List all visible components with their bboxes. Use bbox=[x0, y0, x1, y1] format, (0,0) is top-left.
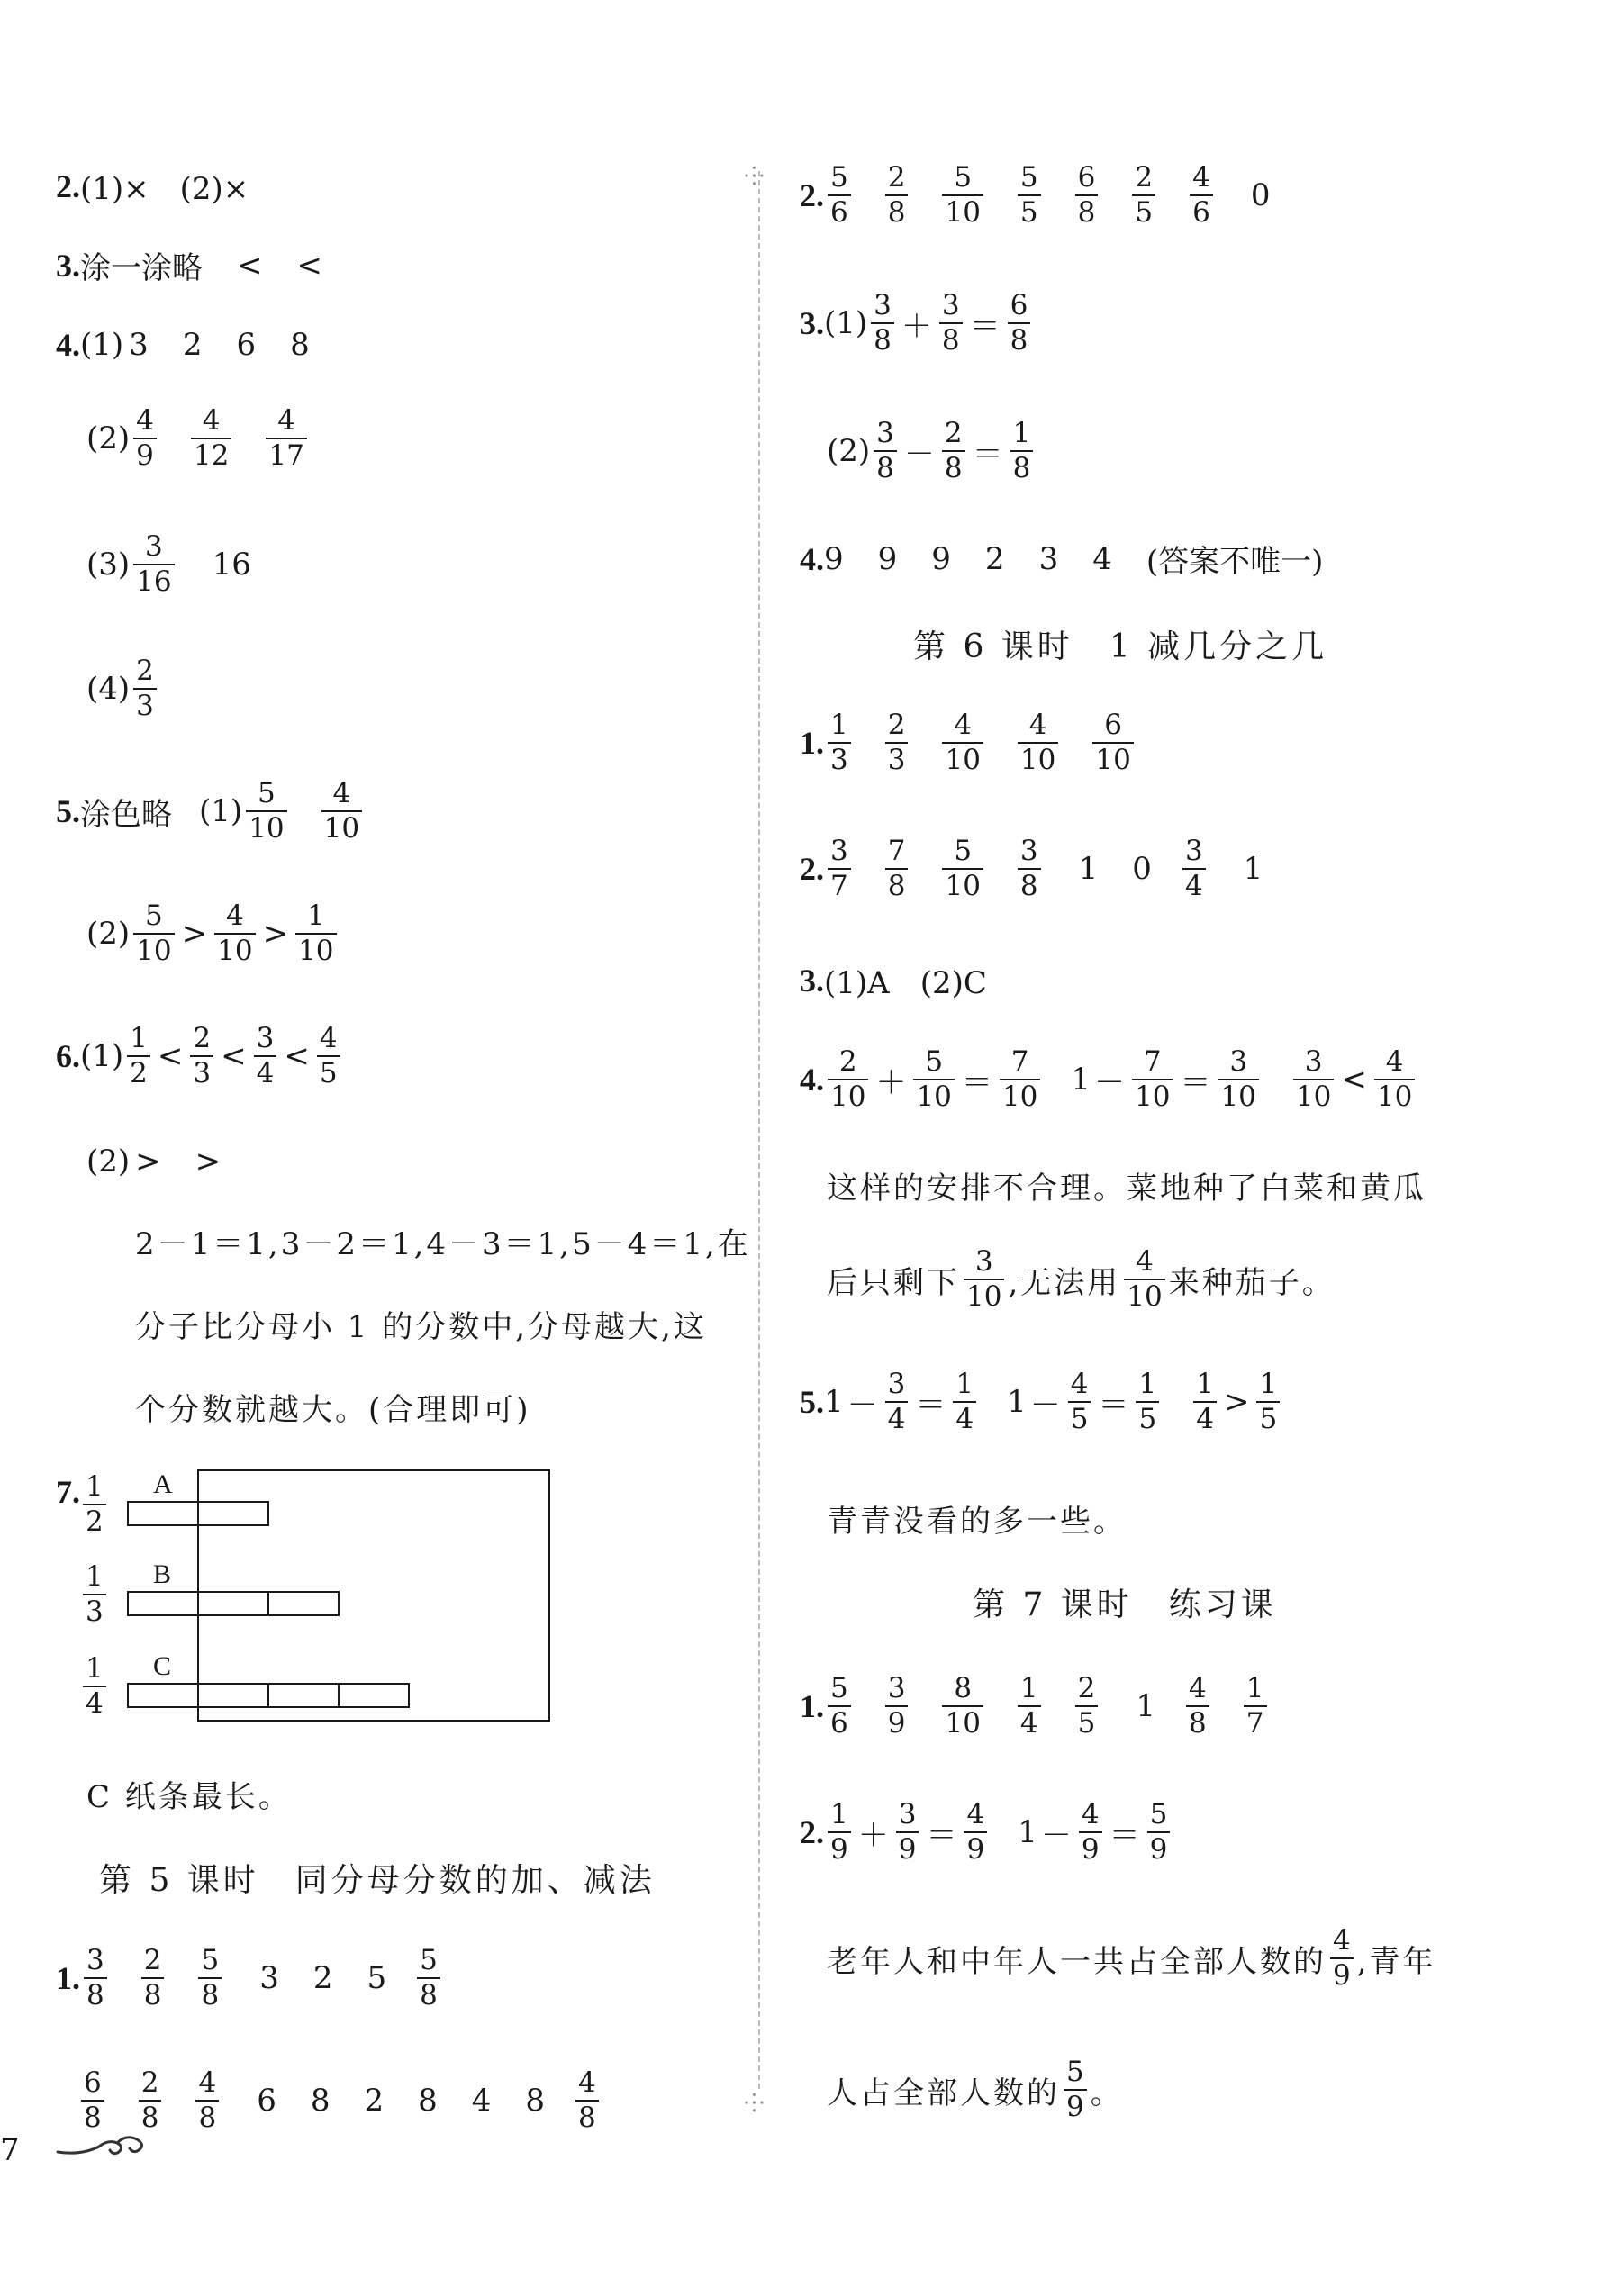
left-q3: 3. 涂一涂略 < < bbox=[56, 247, 322, 286]
fraction: $\frac{1}{2}$ bbox=[127, 1025, 150, 1088]
fraction: $\frac{3}{8}$ bbox=[939, 292, 963, 355]
fraction: $\frac{4}{10}$ bbox=[1124, 1248, 1164, 1311]
right-l7q2-equations: 2. $\frac{1}{9}$ ＋ $\frac{3}{9}$ ＝ $\frac{4}{9}$ 1 － $\frac{4}{9}$ ＝ $\frac{5}{9}$ bbox=[800, 1801, 1173, 1864]
right-l7q2-line1: 老年人和中年人一共占全部人数的 $\frac{4}{9}$ ,青年 bbox=[827, 1924, 1436, 1992]
fraction: $\frac{3}{4}$ bbox=[1182, 837, 1206, 900]
fraction: $\frac{4}{9}$ bbox=[964, 1801, 987, 1864]
left-q4-p4: (4) $\frac{2}{3}$ bbox=[86, 657, 160, 720]
fraction: $\frac{1}{10}$ bbox=[295, 902, 336, 965]
fraction: $\frac{3}{10}$ bbox=[1293, 1048, 1334, 1111]
fraction: $\frac{7}{8}$ bbox=[885, 837, 909, 900]
right-l6q4-equations: 4. $\frac{2}{10}$ ＋ $\frac{5}{10}$ ＝ $\frac{7}{10}$ 1 － $\frac{7}{10}$ ＝ $\frac{3}{10}$ $\frac{3}{10}$ < $\frac{4}{10}$ bbox=[800, 1048, 1418, 1111]
left-q4-p2: (2) $\frac{4}{9}$ $\frac{4}{12}$ $\frac{4}{17}$ bbox=[86, 407, 311, 470]
fraction: $\frac{4}{9}$ bbox=[1330, 1927, 1354, 1990]
left-l5q1-row2: $\frac{6}{8}$ $\frac{2}{8}$ $\frac{4}{8}$ 6 8 2 8 4 8 $\frac{4}{8}$ bbox=[77, 2069, 602, 2132]
fraction: $\frac{4}{6}$ bbox=[1190, 164, 1213, 227]
fraction: $\frac{5}{9}$ bbox=[1147, 1801, 1171, 1864]
fraction: $\frac{5}{10}$ bbox=[246, 780, 286, 843]
lesson-5-title: 第 5 课时 同分母分数的加、减法 bbox=[99, 1862, 656, 1899]
fraction: $\frac{2}{3}$ bbox=[190, 1025, 213, 1088]
fraction: $\frac{5}{5}$ bbox=[1018, 164, 1041, 227]
left-q6-explain-2: 分子比分母小 1 的分数中,分母越大,这 bbox=[135, 1309, 707, 1345]
left-q7-frac-1 bbox=[79, 1470, 110, 1538]
fraction: $\frac{4}{8}$ bbox=[575, 2069, 599, 2132]
fraction: $\frac{4}{5}$ bbox=[317, 1025, 340, 1088]
fraction: $\frac{4}{17}$ bbox=[266, 407, 306, 470]
fraction: $\frac{1}{4}$ bbox=[953, 1370, 976, 1433]
left-l5q1-row1: 1. $\frac{3}{8}$ $\frac{2}{8}$ $\frac{5}{8}$ 3 2 5 $\frac{5}{8}$ bbox=[56, 1947, 444, 2010]
right-l6q2: 2. $\frac{3}{7}$ $\frac{7}{8}$ $\frac{5}{10}$ $\frac{3}{8}$ 1 0 $\frac{3}{4}$ 1 bbox=[800, 835, 1263, 902]
fraction: $\frac{5}{10}$ bbox=[133, 902, 174, 965]
fraction: $\frac{1}{2}$ bbox=[83, 1473, 106, 1536]
left-q6-explain-1: 2－1＝1,3－2＝1,4－3＝1,5－4＝1,在 bbox=[135, 1226, 751, 1262]
fraction: $\frac{1}{5}$ bbox=[1256, 1370, 1280, 1433]
fraction: $\frac{5}{8}$ bbox=[417, 1947, 440, 2010]
strip-b bbox=[128, 1592, 339, 1615]
fraction: $\frac{7}{10}$ bbox=[1132, 1048, 1173, 1111]
fraction: $\frac{3}{7}$ bbox=[828, 837, 851, 900]
fraction: $\frac{5}{10}$ bbox=[942, 164, 983, 227]
fraction: $\frac{4}{9}$ bbox=[1079, 1801, 1102, 1864]
fraction: $\frac{3}{16}$ bbox=[133, 533, 174, 596]
fraction: $\frac{4}{9}$ bbox=[133, 407, 157, 470]
fraction: $\frac{5}{6}$ bbox=[828, 1675, 851, 1738]
fraction: $\frac{3}{10}$ bbox=[964, 1248, 1004, 1311]
fraction: $\frac{5}{6}$ bbox=[828, 164, 851, 227]
fraction: $\frac{5}{8}$ bbox=[198, 1947, 222, 2010]
fraction: $\frac{3}{8}$ bbox=[874, 420, 897, 483]
left-q6-explain-3: 个分数就越大。(合理即可) bbox=[135, 1392, 531, 1428]
fraction: $\frac{2}{8}$ bbox=[141, 1947, 165, 2010]
left-q6-p2: (2) > > bbox=[86, 1143, 222, 1180]
left-q4-p3: (3) $\frac{3}{16}$ 16 bbox=[86, 530, 251, 598]
left-q7-conclusion: C 纸条最长。 bbox=[86, 1779, 292, 1815]
fraction: $\frac{2}{3}$ bbox=[133, 657, 157, 720]
fraction: $\frac{2}{8}$ bbox=[139, 2069, 162, 2132]
fraction: $\frac{1}{8}$ bbox=[1010, 420, 1034, 483]
fraction: $\frac{4}{10}$ bbox=[1018, 711, 1058, 774]
right-l6q4-line1: 这样的安排不合理。菜地种了白菜和黄瓜 bbox=[827, 1171, 1426, 1207]
fraction: $\frac{4}{8}$ bbox=[1186, 1675, 1209, 1738]
divider-knot-top-icon: ⸭ bbox=[744, 161, 765, 191]
right-l6q5-equations: 5. 1 － $\frac{3}{4}$ ＝ $\frac{1}{4}$ 1 － $\frac{4}{5}$ ＝ $\frac{1}{5}$ $\frac{1}{4}$ > $\frac{1}{5}$ bbox=[800, 1370, 1283, 1433]
fraction: $\frac{2}{10}$ bbox=[828, 1048, 868, 1111]
paper-strip-diagram bbox=[117, 1459, 567, 1729]
fraction: $\frac{4}{10}$ bbox=[214, 902, 255, 965]
strip-c-label: C bbox=[153, 1651, 172, 1681]
fraction: $\frac{1}{9}$ bbox=[828, 1801, 851, 1864]
fraction: $\frac{3}{4}$ bbox=[254, 1025, 277, 1088]
left-q6-p1: 6. (1) $\frac{1}{2}$ < $\frac{2}{3}$ < $\frac{3}{4}$ < $\frac{4}{5}$ bbox=[56, 1025, 344, 1088]
fraction: $\frac{4}{8}$ bbox=[195, 2069, 219, 2132]
fraction: $\frac{1}{4}$ bbox=[1193, 1370, 1217, 1433]
fraction: $\frac{3}{8}$ bbox=[1018, 837, 1041, 900]
lesson-7-title: 第 7 课时 练习课 bbox=[973, 1586, 1277, 1623]
fraction: $\frac{3}{8}$ bbox=[84, 1947, 107, 2010]
right-l6q3: 3. (1)A (2)C bbox=[800, 962, 987, 1001]
fraction: $\frac{3}{8}$ bbox=[871, 292, 894, 355]
fraction: $\frac{6}{8}$ bbox=[81, 2069, 104, 2132]
right-l6q4-line2: 后只剩下 $\frac{3}{10}$ ,无法用 $\frac{4}{10}$ 来种茄子。 bbox=[827, 1245, 1336, 1313]
right-q3-p1: 3. (1) $\frac{3}{8}$ ＋ $\frac{3}{8}$ ＝ $\frac{6}{8}$ bbox=[800, 292, 1034, 355]
fraction: $\frac{4}{12}$ bbox=[191, 407, 231, 470]
left-q4-p1: 4. (1) 3 2 6 8 bbox=[56, 327, 310, 363]
fraction: $\frac{3}{4}$ bbox=[885, 1370, 909, 1433]
left-q5-p2: (2) $\frac{5}{10}$ > $\frac{4}{10}$ > $\frac{1}{10}$ bbox=[86, 902, 340, 965]
fraction: $\frac{8}{10}$ bbox=[942, 1675, 983, 1738]
fraction: $\frac{5}{10}$ bbox=[913, 1048, 954, 1111]
fraction: $\frac{6}{8}$ bbox=[1075, 164, 1099, 227]
right-l6q5-line: 青青没看的多一些。 bbox=[827, 1504, 1127, 1540]
lesson-6-title: 第 6 课时 1 减几分之几 bbox=[913, 628, 1328, 665]
fraction: $\frac{2}{5}$ bbox=[1132, 164, 1155, 227]
fraction: $\frac{2}{3}$ bbox=[885, 711, 909, 774]
left-q7-frac-2 bbox=[79, 1560, 110, 1628]
fraction: $\frac{3}{10}$ bbox=[1218, 1048, 1258, 1111]
fraction: $\frac{7}{10}$ bbox=[1000, 1048, 1040, 1111]
fraction: $\frac{6}{10}$ bbox=[1092, 711, 1133, 774]
left-q7-frac-3 bbox=[79, 1652, 110, 1720]
left-q7-num: 7. bbox=[56, 1474, 80, 1510]
fraction: $\frac{1}{5}$ bbox=[1136, 1370, 1159, 1433]
fraction: $\frac{1}{3}$ bbox=[83, 1563, 106, 1626]
fraction: $\frac{2}{5}$ bbox=[1075, 1675, 1099, 1738]
fraction: $\frac{4}{10}$ bbox=[1374, 1048, 1415, 1111]
fraction: $\frac{4}{5}$ bbox=[1068, 1370, 1091, 1433]
divider-knot-bottom-icon: ⸭ bbox=[744, 2088, 765, 2118]
fraction: $\frac{2}{8}$ bbox=[942, 420, 965, 483]
right-l6q1: 1. $\frac{1}{3}$ $\frac{2}{3}$ $\frac{4}{10}$ $\frac{4}{10}$ $\frac{6}{10}$ bbox=[800, 711, 1137, 774]
fraction: $\frac{5}{10}$ bbox=[942, 837, 983, 900]
column-divider bbox=[758, 171, 760, 2089]
fraction: $\frac{1}{7}$ bbox=[1244, 1675, 1267, 1738]
left-q5-p1: 5. 涂色略 (1) $\frac{5}{10}$ $\frac{4}{10}$ bbox=[56, 780, 366, 843]
fraction: $\frac{6}{8}$ bbox=[1008, 292, 1031, 355]
fraction: $\frac{3}{9}$ bbox=[885, 1675, 909, 1738]
fraction: $\frac{4}{10}$ bbox=[942, 711, 983, 774]
fraction: $\frac{3}{9}$ bbox=[896, 1801, 919, 1864]
fraction: $\frac{1}{4}$ bbox=[83, 1655, 106, 1718]
fraction: $\frac{5}{9}$ bbox=[1064, 2058, 1087, 2121]
cloud-swirl-icon bbox=[54, 2125, 153, 2161]
left-q2: 2. (1)× (2)× bbox=[56, 167, 249, 207]
right-q2: 2. $\frac{5}{6}$ $\frac{2}{8}$ $\frac{5}{10}$ $\frac{5}{5}$ $\frac{6}{8}$ $\frac{2}{5}$ $\frac{4}{6}$ 0 bbox=[800, 161, 1271, 229]
right-l7q1: 1. $\frac{5}{6}$ $\frac{3}{9}$ $\frac{8}{10}$ $\frac{1}{4}$ $\frac{2}{5}$ 1 $\frac{4}{8}$ $\frac{1}{7}$ bbox=[800, 1675, 1271, 1738]
strip-b-label: B bbox=[153, 1559, 172, 1589]
fraction: $\frac{2}{8}$ bbox=[885, 164, 909, 227]
right-q4: 4. 9 9 9 2 3 4 (答案不唯一) bbox=[800, 540, 1324, 580]
fraction: $\frac{1}{4}$ bbox=[1018, 1675, 1041, 1738]
right-q3-p2: (2) $\frac{3}{8}$ － $\frac{2}{8}$ ＝ $\frac{1}{8}$ bbox=[827, 420, 1037, 483]
right-l7q2-line2: 人占全部人数的 $\frac{5}{9}$ 。 bbox=[827, 2056, 1124, 2123]
page-number: 7 bbox=[0, 2132, 20, 2168]
fraction: $\frac{1}{3}$ bbox=[828, 711, 851, 774]
fraction: $\frac{4}{10}$ bbox=[321, 780, 362, 843]
strip-a-label: A bbox=[153, 1469, 173, 1499]
